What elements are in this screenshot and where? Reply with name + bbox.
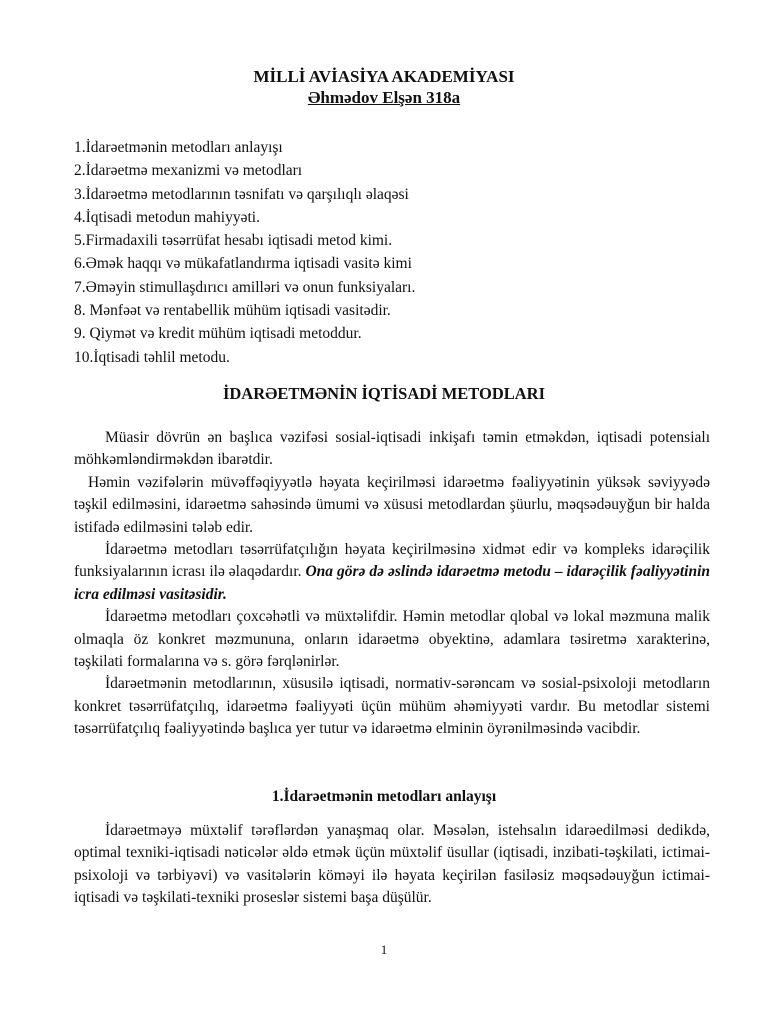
toc-item: 1.İdarəetmənin metodları anlayışı	[74, 139, 283, 156]
toc-item: 8. Mənfəət və rentabellik mühüm iqtisadi vasitədir.	[74, 302, 391, 320]
toc-item: 5.Firmadaxili təsərrüfat hesabı iqtisadi metod kimi.	[74, 232, 393, 250]
paragraph: İdarəetməyə müxtəlif tərəflərdən yanaşmaq olar. Məsələn, istehsalın idarəedilməsi dedikdə, optimal texniki-iqtisadi nəticələr əldə etmək üçün müxtəlif üsullar (iqtisadi, inzibati-təşkilati, ictimai-psixoloji və tərbiyəvi) və vasitələrin köməyi ilə həyata keçirilən fasiləsiz məqsədəuyğun ictimai-iqtisadi və təşkilati-texniki proseslər sistemi başa düşülür.	[74, 822, 710, 907]
paragraph: Həmin vəzifələrin müvəffəqiyyətlə həyata keçirilməsi idarəetmə fəaliyyətinin yüksək səviyyədə təşkil edilməsini, idarəetmə sahəsində ümumi və xüsusi metodlardan şüurlu, məqsədəuyğun bir halda istifadə edilməsini tələb edir.	[74, 473, 710, 536]
institution-title: MİLLİ AVİASİYA AKADEMİYASI	[253, 67, 515, 86]
toc-item: 3.İdarəetmə metodlarının təsnifatı və qarşılıqlı əlaqəsi	[74, 185, 409, 203]
paragraph: İdarəetmə metodları çoxcəhətli və müxtəlifdir. Həmin metodlar qlobal və lokal məzmuna malik olmaqla öz konkret məzmununa, onların idarəetmə obyektinə, adamlara təsiretmə xarakterinə, təşkilati formalarına və s. görə fərqlənirlər.	[74, 608, 710, 671]
toc-item: 6.Əmək haqqı və mükafatlandırma iqtisadi vasitə kimi	[74, 255, 412, 273]
section-body	[74, 427, 710, 741]
page-number: 1	[380, 942, 388, 957]
section-title: İDARƏETMƏNİN İQTİSADİ METODLARI	[222, 384, 546, 403]
paragraph	[74, 539, 710, 606]
toc-item: 2.İdarəetmə mexanizmi və metodları	[74, 162, 303, 180]
paragraph: İdarəetmənin metodlarının, xüsusilə iqtisadi, normativ-sərəncam və sosial-psixoloji metodların konkret təsərrüfatçılıq, idarəetmə fəaliyyəti üçün mühüm əhəmiyyəti vardır. Bu metodlar sistemi təsərrüfatçılıq fəaliyyətində başlıca yer tutur və idarəetmə elminin öyrənilməsində vacibdir.	[74, 675, 710, 738]
subsection-title: 1.İdarəetmənin metodları anlayışı	[271, 788, 497, 805]
emphasis-text: Ona görə də əslində idarəetmə metodu – idarəçilik fəaliyyətinin icra edilməsi vasitəsidir.	[74, 563, 710, 603]
toc-item: 4.İqtisadi metodun mahiyyəti.	[74, 208, 260, 226]
subsection-body	[74, 820, 710, 910]
paragraph-text: İdarəetmə metodları təsərrüfatçılığın həyata keçirilməsinə xidmət edir və kompleks idarəçilik funksiyalarının icrası ilə əlaqədardır.	[74, 541, 710, 581]
toc-item: 7.Əməyin stimullaşdırıcı amilləri və onun funksiyaları.	[74, 278, 416, 296]
paragraph: Müasir dövrün ən başlıca vəzifəsi sosial-iqtisadi inkişafı təmin etməkdən, iqtisadi potensialı möhkəmləndirməkdən ibarətdir.	[74, 429, 710, 469]
toc-item: 10.İqtisadi təhlil metodu.	[74, 348, 230, 366]
toc-item: 9. Qiymət və kredit mühüm iqtisadi metoddur.	[74, 325, 362, 343]
table-of-contents	[74, 136, 415, 369]
document-header	[0, 66, 768, 108]
author-line: Əhmədov Elşən 318a	[307, 88, 461, 107]
